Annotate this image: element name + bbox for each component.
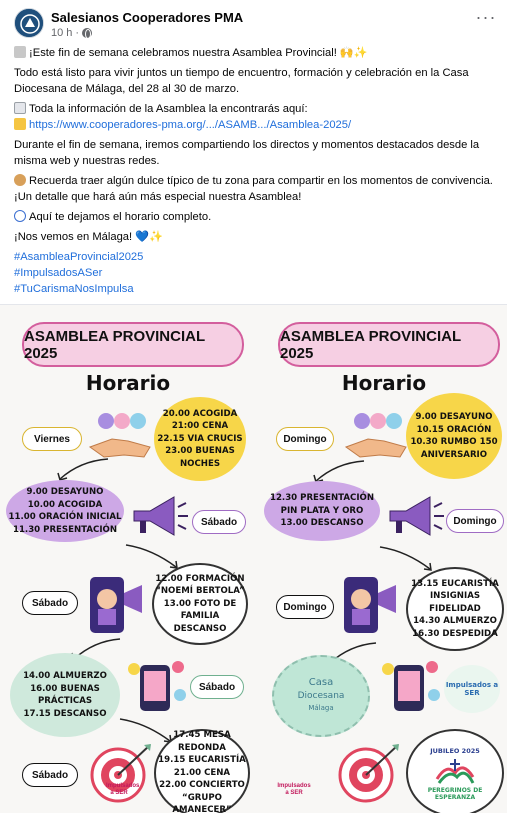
day-label-sabado-1: Sábado [192,510,246,534]
day-label-domingo-1: Domingo [276,427,334,451]
impulsados-logo-small-2: Impulsados a SER [277,783,311,796]
day-label-sabado-4: Sábado [22,763,78,787]
day-label-viernes: Viernes [22,427,82,451]
poster-right-page [260,305,507,813]
flow-arrow-icon [376,543,440,575]
schedule-block-domingo-presentacion: 12.30 PRESENTACIÓN PIN PLATA Y ORO 13.00 DESCANSO [264,481,380,541]
globe-icon [82,28,92,38]
impulsados-logo: Impulsados a SER [444,665,500,713]
poster-title-2: ASAMBLEA PROVINCIAL 2025 [278,322,500,367]
schedule-block-domingo-eucaristia: 13.15 EUCARISTÍA INSIGNIAS FIDELIDAD 14.30 ALMUERZO 16.30 DESPEDIDA [406,567,504,651]
poster-subtitle-2: Horario [341,371,427,395]
megaphone-icon [384,493,446,539]
casa-diocesana-logo: Casa Diocesana Málaga [272,655,370,737]
text-line-4: Durante el fin de semana, iremos compartiendo los directos y momentos destacados desde la misma web y nuestras redes. [14,139,480,167]
pointing-hand-icon [14,118,26,130]
schedule-block-sabado-manana: 9.00 DESAYUNO 10.00 ACOGIDA 11.00 ORACIÓN INICIAL 11.30 PRESENTACIÓN [6,480,124,542]
smartphone-speaker-icon [86,573,148,637]
schedule-block-sabado-formacion: 12.00 FORMACIÓN “NOEMÍ BERTOLA” 13.00 FOTO DE FAMILIA DESCANSO [152,563,248,645]
impulsados-logo-small: Impulsados a SER [106,783,140,796]
poster-subtitle: Horario [85,371,171,395]
hashtags [14,249,500,297]
poster-title: ASAMBLEA PROVINCIAL 2025 [22,322,244,367]
jubileo-2025-logo: JUBILEO 2025 PEREGRINOS DE ESPERANZA [406,729,504,813]
day-label-sabado-3: Sábado [190,675,244,699]
target-arrow-icon [88,741,154,807]
schedule-block-domingo-manana: 9.00 DESAYUNO 10.15 ORACIÓN 10.30 RUMBO 150 ANIVERSARIO [406,393,502,479]
schedule-block-sabado-noche: 17.45 MESA REDONDA 19.15 EUCARISTÍA 21.00 CENA 22.00 CONCIERTO “GRUPO AMANECER” [154,729,250,813]
schedule-poster-image[interactable] [0,304,507,813]
handshake-icon [340,411,412,463]
post-meta: 10 h · [51,27,92,39]
more-options-button[interactable]: ··· [475,7,497,27]
post-time[interactable]: 10 h [51,27,73,39]
salesianos-logo-icon [15,9,44,38]
poster-left-page [4,305,252,813]
hashtag-impulsados[interactable]: #ImpulsadosASer [14,267,103,279]
post-text [14,45,500,297]
megaphone-icon [14,46,26,58]
schedule-block-sabado-tarde: 14.00 ALMUERZO 16.00 BUENAS PRÁCTICAS 17.15 DESCANSO [10,653,120,737]
hashtag-carisma[interactable]: #TuCarismaNosImpulsa [14,283,134,295]
document-icon [14,102,26,114]
day-label-domingo-2: Domingo [446,509,504,533]
text-line-5: Recuerda traer algún dulce típico de tu zona para compartir en los momentos de convivencia. ¡Un detalle que hará aún más especial nuestra Asamblea! [14,175,493,203]
social-media-phone-icon [126,655,188,717]
jubileo-emblem-icon [433,757,477,787]
hashtag-asamblea[interactable]: #AsambleaProvincial2025 [14,251,144,263]
clock-icon [14,210,26,222]
page-name[interactable]: Salesianos Cooperadores PMA [51,10,244,25]
text-line-6: Aquí te dejamos el horario completo. [14,209,500,225]
page-avatar[interactable] [14,8,44,38]
text-line-2: Todo está listo para vivir juntos un tiempo de encuentro, formación y celebración en la Casa Diocesana de Málaga, del 28 al 30 de marzo. [14,67,469,95]
day-label-domingo-3: Domingo [276,595,334,619]
target-arrow-icon [336,741,402,807]
day-label-sabado-2: Sábado [22,591,78,615]
cookie-icon [14,174,26,186]
megaphone-icon [128,493,190,539]
text-line-1: ¡Este fin de semana celebramos nuestra Asamblea Provincial! 🙌✨ [14,45,500,61]
smartphone-speaker-icon [340,573,402,637]
social-media-phone-icon [380,655,442,717]
text-line-7: ¡Nos vemos en Málaga! 💙✨ [14,231,164,243]
schedule-block-viernes: 20.00 ACOGIDA 21:00 CENA 22.15 VIA CRUCIS 23.00 BUENAS NOCHES [154,397,246,481]
text-line-3: Toda la información de la Asamblea la encontrarás aquí: [14,101,500,117]
asamblea-link[interactable]: https://www.cooperadores-pma.org/.../ASAMB.../Asamblea-2025/ [29,119,352,131]
post-header [14,8,499,42]
link-line [14,117,500,133]
